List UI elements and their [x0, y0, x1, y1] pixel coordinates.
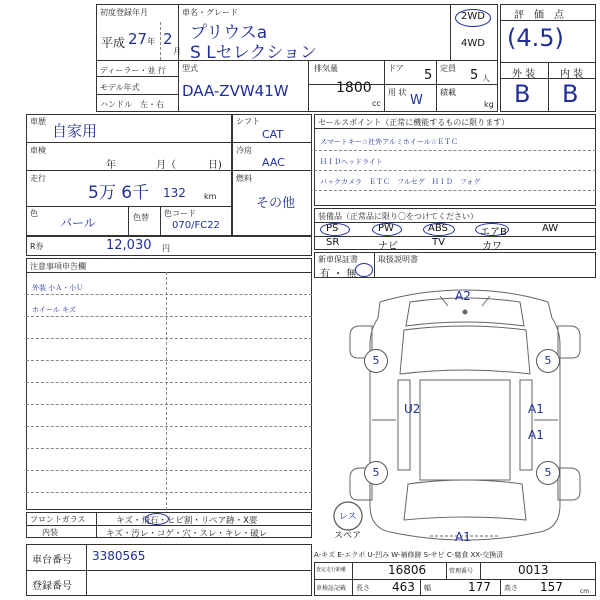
equip-ps: PS [326, 223, 339, 234]
spare-label: スペア [334, 531, 362, 541]
first-reg-year: 27 [128, 30, 148, 48]
interior-damage-label: 内装 [42, 528, 58, 537]
mileage-unit: km [204, 192, 217, 201]
dim-unit: cm [580, 588, 590, 595]
equip-airbag-circle [475, 223, 509, 236]
sales-point-label: セールスポイント（正常に機能するものに限ります） [318, 118, 510, 127]
color-value: パール [60, 216, 96, 230]
width-value: 177 [468, 580, 491, 594]
capacity-unit: 人 [482, 74, 490, 83]
length-value: 463 [392, 580, 415, 594]
door-label: ドア [388, 64, 404, 73]
equip-pw: PW [378, 223, 394, 234]
recycle-label: R券 [30, 242, 44, 251]
chassis-label: 車台番号 [32, 555, 72, 566]
shift-value: CAT [262, 128, 284, 141]
exterior-label: 外 装 [512, 69, 536, 80]
chassis-value: 3380565 [92, 549, 146, 563]
equip-pw-circle [372, 223, 402, 236]
length-label: 長さ [356, 584, 370, 592]
load-label: 積載 [440, 88, 456, 97]
displacement-label: 排気量 [314, 64, 338, 73]
fuel-label: 燃料 [236, 174, 252, 183]
damage-bottom: A1 [455, 530, 471, 544]
height-label: 高さ [504, 584, 518, 592]
equip-ps-circle [320, 223, 350, 236]
drive-2wd: 2WD [461, 11, 485, 22]
type-value: DAA-ZVW41W [182, 82, 289, 100]
note-line-1: 外装 小Ａ・小Ｕ [32, 284, 84, 292]
notes-label: 注意事項申告欄 [30, 262, 86, 271]
first-reg-year-unit: 年 [147, 37, 155, 46]
inspection-year: 年 [106, 160, 116, 171]
color-swap-label: 色替 [133, 213, 149, 222]
first-reg-month-unit: 月 [173, 47, 181, 56]
windshield-value: キズ・飛石・ヒビ割・リペア跡・X要 [116, 516, 258, 526]
damage-right-2: A1 [528, 428, 544, 442]
inspection-month: 月（ [156, 160, 176, 171]
damage-left-mid: U2 [404, 402, 421, 416]
car-name-line1: プリウスa [190, 23, 268, 43]
mileage-sub: 132 [163, 186, 186, 200]
first-reg-label: 初度登録年月 [100, 8, 148, 17]
reg-label: 登録番号 [32, 581, 72, 592]
width-label: 幅 [424, 584, 431, 592]
equip-leather: カワ [482, 241, 502, 252]
mileage-value: 5万 6千 [88, 183, 150, 203]
color-label: 色 [30, 209, 38, 218]
car-name-label: 車名・グレード [182, 8, 238, 17]
sales-point-line-3: バックカメラ ＥＴＣ フルセグ ＨＩＤ フォグ [320, 178, 481, 186]
equipment-label: 装備品（正常品に限り〇をつけてください） [318, 212, 478, 221]
interior-damage-value: キズ・汚レ・コゲ・穴・スレ・キレ・破レ [106, 529, 268, 539]
equip-navi: ナビ [378, 241, 398, 252]
capacity-label: 定員 [440, 64, 456, 73]
use-value: W [410, 93, 423, 108]
color-code-value: 070/FC22 [172, 220, 220, 231]
color-code-label: 色コード [164, 209, 196, 218]
car-name-line2: S Lセレクション [190, 43, 317, 63]
load-unit: kg [484, 100, 494, 109]
fuel-value: その他 [256, 196, 296, 211]
category-label: 車歴 [30, 117, 46, 126]
notes-section [26, 258, 312, 510]
mileage-label: 走行 [30, 174, 46, 183]
equip-aw: AW [542, 223, 559, 234]
inspection-label: 車検 [30, 146, 46, 155]
interior-label: 内 装 [560, 69, 584, 80]
equip-tv: TV [432, 237, 445, 248]
sales-point-line-2: ＨＩＤヘッドライト [320, 158, 383, 166]
tire-front-right: 5 [536, 349, 560, 373]
shift-label: シフト [236, 117, 260, 126]
tire-rear-left: 5 [364, 461, 388, 485]
sales-point-line-1: スマートキー☆社外アルミホイール☆ＥＴＣ [320, 138, 458, 146]
equip-sr: SR [326, 237, 340, 248]
mgmt-label: 管理番号 [449, 568, 474, 575]
displacement-value: 1800 [336, 80, 372, 96]
note-line-2: ホイール キズ [32, 306, 76, 314]
equip-abs: ABS [428, 223, 448, 234]
recycle-value: 12,030 [106, 238, 152, 253]
odo-value: 16806 [388, 563, 427, 577]
grade-value: (4.5) [507, 24, 564, 52]
damage-top: A2 [455, 289, 471, 303]
warranty-options: 有 ・ 無 [320, 269, 357, 280]
spare-status: レス [339, 512, 357, 522]
first-reg-era: 平成 [101, 36, 126, 50]
warranty-label: 新車保証書 [318, 255, 358, 264]
capacity-value: 5 [470, 68, 479, 83]
recycle-unit: 円 [162, 244, 170, 253]
displacement-unit: cc [372, 99, 381, 108]
damage-legend: A-キズ E-エクボ U-凹み W-補修跡 S-サビ C-腐食 XX-交換済 [314, 551, 504, 559]
grade-label: 評 価 点 [514, 10, 564, 21]
windshield-selected-circle [145, 513, 169, 525]
use-label: 用 状 [388, 88, 407, 97]
category-value: 自家用 [52, 122, 98, 140]
exterior-grade: B [514, 80, 531, 108]
height-value: 157 [540, 580, 563, 594]
ac-value: AAC [262, 156, 285, 169]
first-reg-month: 2 [163, 30, 173, 48]
door-value: 5 [424, 68, 433, 83]
dealer-label: ディーラー・並 行 [100, 66, 166, 75]
windshield-label: フロントガラス [30, 515, 86, 524]
handle-label: ハンドル 左・右 [100, 100, 164, 109]
drive-4wd: 4WD [461, 38, 485, 49]
tire-front-left: 5 [364, 349, 388, 373]
model-year-label: モデル年式 [100, 83, 140, 92]
mgmt-value: 0013 [518, 563, 549, 577]
odo-label: 査定走行距離 [316, 567, 347, 573]
inspection-day: 日) [208, 160, 222, 171]
type-label: 型式 [182, 64, 198, 73]
warranty-selected-circle [355, 263, 373, 277]
size-label: 車検証記載 [316, 585, 347, 592]
interior-grade: B [562, 80, 579, 108]
ac-label: 冷房 [236, 146, 252, 155]
manual-label: 取扱説明書 [378, 255, 418, 264]
equip-abs-circle [423, 223, 455, 236]
damage-right-1: A1 [528, 402, 544, 416]
tire-rear-right: 5 [536, 461, 560, 485]
equip-airbag: エアB [480, 227, 507, 238]
